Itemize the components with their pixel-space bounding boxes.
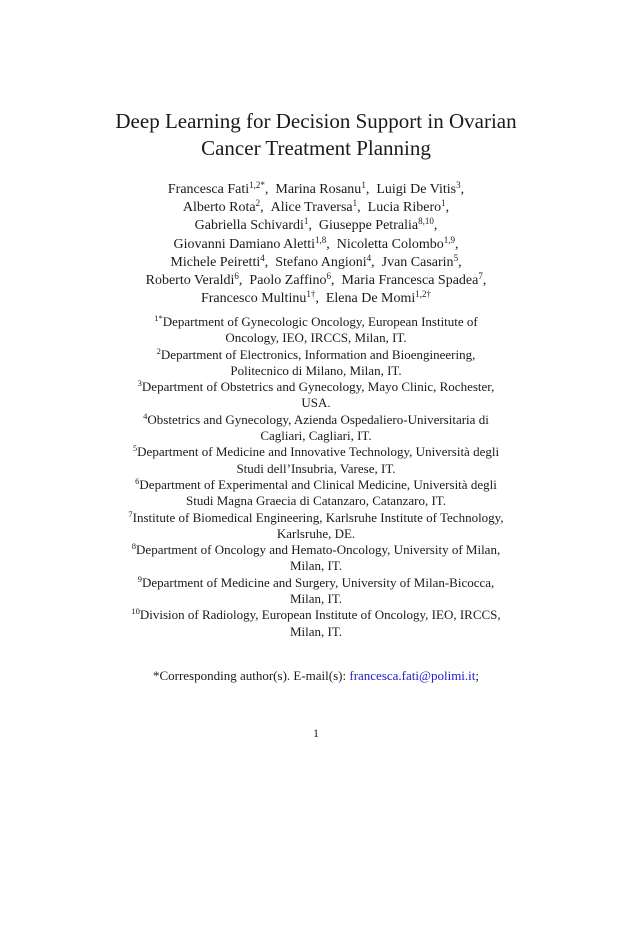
affiliation-number: 10 xyxy=(131,606,140,617)
affiliation-line-1 xyxy=(101,477,531,493)
author-affiliation-mark: 5 xyxy=(453,252,459,263)
affiliation xyxy=(101,379,531,412)
author xyxy=(183,200,260,215)
author-name: Lucia Ribero xyxy=(367,200,442,216)
affiliation xyxy=(101,412,531,445)
affiliation-line-1 xyxy=(101,542,531,558)
affiliation-line-2: Milan, IT. xyxy=(289,591,343,607)
affiliation xyxy=(101,477,531,510)
affiliation-number: 6 xyxy=(135,475,140,486)
author-list xyxy=(0,181,632,308)
affiliation-line-2: Studi dell’Insubria, Varese, IT. xyxy=(236,460,396,476)
author-name: Paolo Zaffino xyxy=(249,273,327,289)
author-name: Luigi De Vitis xyxy=(376,182,457,197)
corresponding-email-link[interactable]: francesca.fati@polimi.it xyxy=(349,668,476,683)
author xyxy=(146,273,239,288)
author-name: Elena De Momi xyxy=(325,291,416,307)
author-affiliation-mark: 7 xyxy=(478,271,483,282)
author-name: Stefano Angioni xyxy=(275,254,367,270)
author xyxy=(239,273,331,288)
author xyxy=(326,234,458,252)
affiliation-text: Department of Medicine and Surgery, University of Milan-Bicocca, xyxy=(141,574,495,590)
affiliation-number: 5 xyxy=(132,443,138,454)
author-name: Maria Francesca Spadea xyxy=(341,273,479,289)
affiliation-line-2: Politecnico di Milano, Milan, IT. xyxy=(230,362,402,378)
affiliation-number: 3 xyxy=(137,378,142,389)
author-name: Nicoletta Colombo xyxy=(336,236,444,252)
author xyxy=(168,182,265,197)
affiliation-line-1 xyxy=(101,444,531,460)
author-line xyxy=(0,272,632,290)
author-affiliation-mark: 3 xyxy=(456,180,461,190)
affiliation xyxy=(101,347,531,380)
affiliation-line-1 xyxy=(101,347,531,363)
affiliation-line-2: Studi Magna Graecia di Catanzaro, Catanzaro, IT. xyxy=(185,493,446,509)
author xyxy=(308,218,437,233)
author-name: Michele Peiretti xyxy=(170,254,261,270)
author xyxy=(371,252,461,270)
title-line-2: Cancer Treatment Planning xyxy=(201,136,431,160)
affiliation xyxy=(101,542,531,575)
affiliation-line-2: Milan, IT. xyxy=(289,558,343,574)
affiliation-number: 7 xyxy=(128,508,133,519)
author xyxy=(260,200,357,215)
affiliation-number: 8 xyxy=(131,541,137,552)
affiliation-line-2: Milan, IT. xyxy=(289,623,343,639)
affiliation-text: Department of Experimental and Clinical Medicine, Università degli xyxy=(139,476,497,492)
author-affiliation-mark: 8,10 xyxy=(418,216,434,227)
page-number: 1 xyxy=(313,726,319,740)
author-name: Roberto Veraldi xyxy=(145,273,235,289)
affiliation-number: 9 xyxy=(137,573,142,584)
author xyxy=(201,291,315,306)
affiliation-number: 2 xyxy=(156,345,161,356)
author-name: Alice Traversa xyxy=(270,200,353,216)
affiliation-line-1 xyxy=(101,575,531,591)
author-name: Francesco Multinu xyxy=(200,291,307,307)
affiliation-list xyxy=(0,314,632,640)
author-name: Marina Rosanu xyxy=(275,182,362,197)
author-name: Francesca Fati xyxy=(167,182,250,197)
author-name: Giovanni Damiano Aletti xyxy=(173,236,316,252)
author-line xyxy=(0,199,632,217)
corresponding-label: *Corresponding author(s). E-mail(s): xyxy=(152,668,347,683)
author xyxy=(366,182,464,197)
author-affiliation-mark: 2 xyxy=(255,198,261,209)
affiliation-line-2: Oncology, IEO, IRCCS, Milan, IT. xyxy=(225,330,407,346)
affiliation xyxy=(101,444,531,477)
affiliation-number: 4 xyxy=(143,410,148,421)
author-affiliation-mark: 4 xyxy=(366,252,372,263)
author-name: Jvan Casarin xyxy=(381,254,454,270)
author-line xyxy=(0,181,632,199)
author-affiliation-mark: 1 xyxy=(441,198,446,209)
affiliation-number: 1* xyxy=(154,313,163,323)
affiliation-line-2: Cagliari, Cagliari, IT. xyxy=(260,428,372,444)
author-name: Gabriella Schivardi xyxy=(194,218,304,234)
title-line-1: Deep Learning for Decision Support in Ovarian xyxy=(115,109,517,133)
affiliation-text: Department of Electronics, Information and Bioengineering, xyxy=(160,346,476,362)
author-affiliation-mark: 6 xyxy=(234,271,239,282)
author xyxy=(265,182,366,197)
author-name: Giuseppe Petralia xyxy=(318,218,419,234)
author-affiliation-mark: 1,8 xyxy=(315,234,327,245)
affiliation-text: Institute of Biomedical Engineering, Karlsruhe Institute of Technology, xyxy=(132,509,504,525)
affiliation-text: Obstetrics and Gynecology, Azienda Ospedaliero-Universitaria di xyxy=(147,411,489,427)
affiliation xyxy=(101,607,531,640)
affiliation xyxy=(101,575,531,608)
author-affiliation-mark: 1,9 xyxy=(443,234,455,245)
author-affiliation-mark: 1 xyxy=(361,180,366,190)
affiliation-line-2: Karlsruhe, DE. xyxy=(276,525,356,541)
author-line xyxy=(0,254,632,272)
author xyxy=(173,234,327,252)
author xyxy=(331,273,486,288)
author-line xyxy=(0,217,632,235)
affiliation xyxy=(101,314,531,347)
affiliation-text: Department of Medicine and Innovative Technology, Università degli xyxy=(137,444,500,460)
affiliation xyxy=(101,510,531,543)
affiliation-line-1 xyxy=(101,510,531,526)
author-affiliation-mark: 1,2* xyxy=(249,180,265,190)
corresponding-author-note xyxy=(0,668,632,684)
author xyxy=(357,200,449,215)
author xyxy=(265,252,372,270)
affiliation-line-1 xyxy=(101,379,531,395)
author-affiliation-mark: 4 xyxy=(260,252,265,263)
author-name: Alberto Rota xyxy=(182,200,256,216)
affiliation-text: Division of Radiology, European Institute of Oncology, IEO, IRCCS, xyxy=(139,607,501,623)
corresponding-suffix: ; xyxy=(475,668,480,683)
author-affiliation-mark: 6 xyxy=(326,271,332,282)
affiliation-text: Department of Gynecologic Oncology, European Institute of xyxy=(162,314,478,329)
author-affiliation-mark: 1† xyxy=(306,289,316,300)
affiliation-text: Department of Obstetrics and Gynecology, Mayo Clinic, Rochester, xyxy=(141,379,495,395)
author xyxy=(315,291,431,306)
author xyxy=(170,252,265,270)
author-affiliation-mark: 1 xyxy=(352,198,358,209)
author-line xyxy=(0,236,632,254)
affiliation-line-1 xyxy=(101,607,531,623)
affiliation-text: Department of Oncology and Hemato-Oncology, University of Milan, xyxy=(136,542,501,558)
paper-title xyxy=(0,108,632,162)
author-line xyxy=(0,290,632,308)
author xyxy=(195,218,309,233)
affiliation-line-2: USA. xyxy=(301,395,331,411)
author-affiliation-mark: 1,2† xyxy=(415,289,432,300)
affiliation-line-1 xyxy=(101,412,531,428)
affiliation-line-1 xyxy=(101,314,531,330)
author-affiliation-mark: 1 xyxy=(303,216,309,227)
